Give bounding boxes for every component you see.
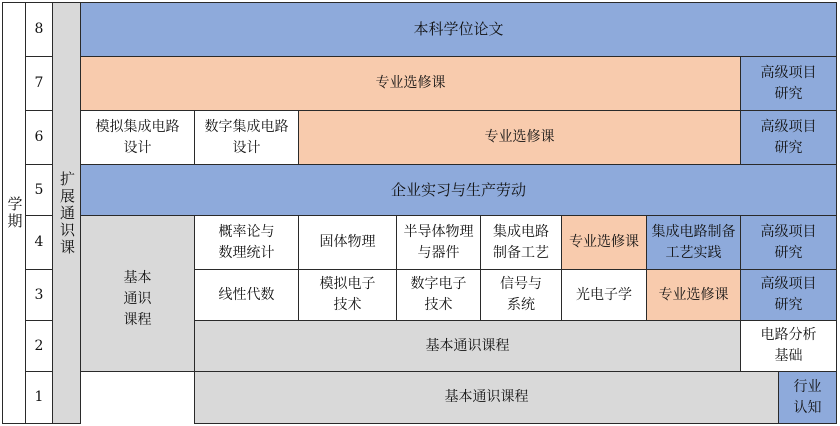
general-basic-block-left: 基本 通识 课程 <box>80 215 195 372</box>
general-basic-block-t2: 基本通识课程 <box>194 320 741 372</box>
semiconductor-physics: 半导体物理 与器件 <box>396 215 481 270</box>
digital-electronics: 数字电子 技术 <box>396 269 481 321</box>
solid-state-physics: 固体物理 <box>298 215 397 270</box>
probability-statistics: 概率论与 数理统计 <box>194 215 299 270</box>
thesis-block: 本科学位论文 <box>80 2 837 57</box>
term-3-label: 3 <box>25 269 53 321</box>
term-8-label: 8 <box>25 2 53 57</box>
term-1-label: 1 <box>25 371 53 424</box>
term-6-label: 6 <box>25 110 53 165</box>
circuit-analysis: 电路分析 基础 <box>740 320 837 372</box>
optoelectronics: 光电子学 <box>561 269 647 321</box>
term-7-label: 7 <box>25 56 53 111</box>
ic-fab-practice: 集成电路制备 工艺实践 <box>646 215 741 270</box>
industry-awareness: 行业 认知 <box>778 371 837 424</box>
term-5-label: 5 <box>25 164 53 216</box>
research-block-t4: 高级项目 研究 <box>740 215 837 270</box>
general-basic-block-t1: 基本通识课程 <box>194 371 779 424</box>
linear-algebra: 线性代数 <box>194 269 299 321</box>
term-4-label: 4 <box>25 215 53 270</box>
elective-block-t7: 专业选修课 <box>80 56 741 111</box>
ic-fabrication: 集成电路 制备工艺 <box>480 215 562 270</box>
term-axis-label: 学期 <box>2 2 26 424</box>
term-2-label: 2 <box>25 320 53 372</box>
internship-block: 企业实习与生产劳动 <box>80 164 837 216</box>
elective-block-t3: 专业选修课 <box>646 269 741 321</box>
analog-ic-design: 模拟集成电路 设计 <box>80 110 195 165</box>
elective-block-t4: 专业选修课 <box>561 215 647 270</box>
extended-general-courses: 扩展通识课 <box>52 2 81 424</box>
research-block-t3: 高级项目 研究 <box>740 269 837 321</box>
analog-electronics: 模拟电子 技术 <box>298 269 397 321</box>
elective-block-t6: 专业选修课 <box>298 110 741 165</box>
research-block-t7: 高级项目 研究 <box>740 56 837 111</box>
signals-systems: 信号与 系统 <box>480 269 562 321</box>
research-block-t6: 高级项目 研究 <box>740 110 837 165</box>
digital-ic-design: 数字集成电路 设计 <box>194 110 299 165</box>
